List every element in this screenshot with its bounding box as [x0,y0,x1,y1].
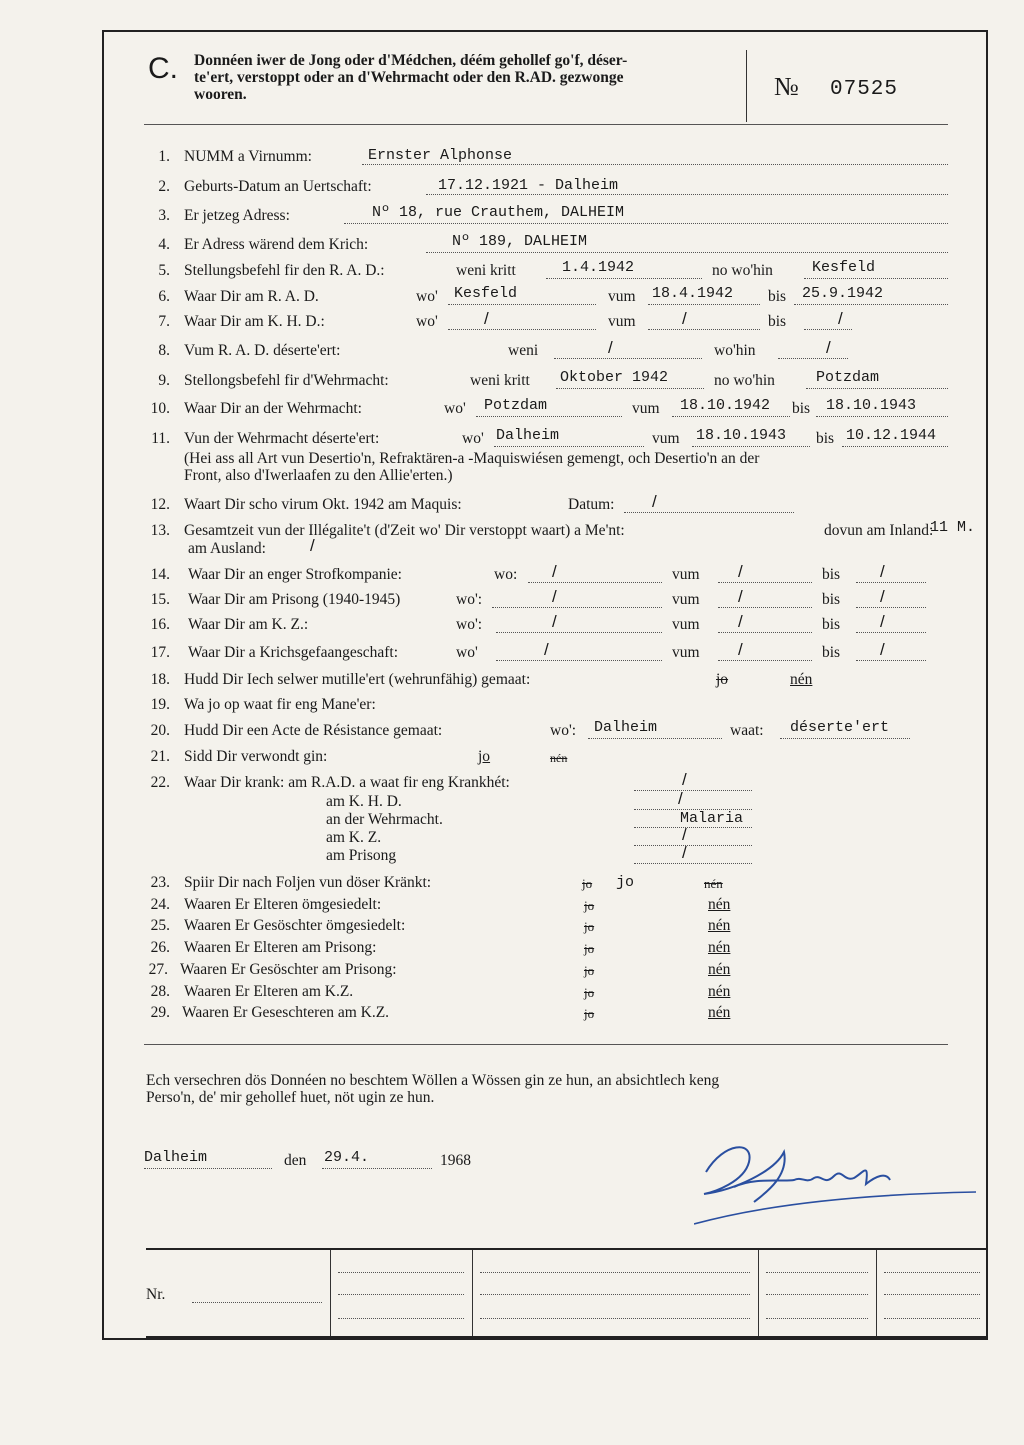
note-line: (Hei ass all Art vun Desertio'n, Refraktären-a -Maquiswiésen gemengt, och Desertio'n an der [184,450,760,467]
table-divider [472,1250,473,1336]
row-label: Waar Dir an enger Strofkompanie: [188,566,402,583]
header-title-line: Donnéen iwer de Jong oder d'Médchen, déém gehollef go'f, déser- [194,52,628,69]
row-label: no wo'hin [714,372,775,389]
sick-khd[interactable]: / [678,789,683,808]
rad-order-date[interactable]: 1.4.1942 [562,259,635,276]
nr-field[interactable] [192,1302,322,1303]
row-label: vum [672,566,700,583]
row-label: bis [822,644,841,661]
row-label: Vun der Wehrmacht déserte'ert: [184,430,380,447]
row-number: 27. [148,961,168,978]
row-label: am Ausland: [188,540,266,557]
fill-line [718,660,812,661]
row-label: Stellongsbefehl fir d'Wehrmacht: [184,372,389,389]
fill-line [492,607,662,608]
fill-line [778,358,848,359]
fill-line [634,845,752,846]
row-label: Waart Dir scho virum Okt. 1942 am Maquis: [184,496,462,513]
row-label: vum [672,616,700,633]
answer-jo[interactable]: jo [584,919,595,934]
row-label: Er jetzeg Adress: [184,207,290,224]
row-label: weni kritt [456,262,516,279]
fill-line [528,582,662,583]
maquis-date[interactable]: / [652,492,657,511]
row-number: 14. [150,566,170,583]
row-number: 2. [158,178,170,195]
fill-line [496,632,662,633]
row-11-note [184,450,954,484]
row-number: 1. [158,148,170,165]
row-number: 7. [158,313,170,330]
fill-line [554,358,702,359]
fill-line [634,827,752,828]
fill-line [672,416,790,417]
war-address-value[interactable]: Nº 189, DALHEIM [452,233,588,250]
prison-place[interactable]: / [552,587,557,606]
signing-year: 1968 [440,1152,471,1169]
row-label: an der Wehrmacht. [326,811,443,828]
row-label: wo'hin [714,342,756,359]
signing-date[interactable]: 29.4. [324,1149,370,1166]
row-label: wo' [456,644,478,661]
header-title [194,52,734,103]
row-label: Waar Dir am K. H. D.: [184,313,325,330]
fill-line [546,278,702,279]
number-sign: № [774,72,799,101]
fill-line [588,738,722,739]
row-number: 3. [158,207,170,224]
row-label: am K. Z. [326,829,382,846]
table-field[interactable] [766,1272,868,1273]
row-number: 23. [150,874,170,891]
fill-line [322,1168,432,1169]
row-number: 13. [150,522,170,539]
fill-line [856,582,926,583]
table-field[interactable] [766,1318,868,1319]
row-label: vum [608,313,636,330]
row-label: bis [822,591,841,608]
row-number: 6. [158,288,170,305]
fill-line [494,446,644,447]
row-label: am K. H. D. [326,793,402,810]
fill-line [448,329,596,330]
row-label: wo': [456,591,483,608]
row-number: 20. [150,722,170,739]
declaration [146,1072,946,1106]
row-number: 22. [150,774,170,791]
row-number: 11. [151,430,170,447]
fill-line [718,607,812,608]
fill-line [634,790,752,791]
table-divider [758,1250,759,1336]
row-label: wo' [444,400,466,417]
answer-nen[interactable]: nén [790,671,813,688]
strof-to[interactable]: / [880,562,885,581]
table-field[interactable] [884,1272,980,1273]
section-letter: C. [148,52,178,85]
fill-line [448,304,596,305]
row-label: am Prisong [326,847,397,864]
table-field[interactable] [884,1294,980,1295]
row-number: 15. [150,591,170,608]
answer-jo[interactable]: jo [616,874,635,891]
wehrmacht-to[interactable]: 18.10.1943 [826,397,917,414]
answer-nen[interactable]: nén [708,939,731,956]
row-number: 4. [158,236,170,253]
row-number: 10. [150,400,170,417]
fill-line [144,1168,272,1169]
answer-nen[interactable]: nén [708,1004,731,1021]
row-label: weni [508,342,539,359]
fill-line [648,304,760,305]
row-label: Er Adress wärend dem Krich: [184,236,369,253]
row-label: wo': [550,722,577,739]
form-header [104,32,986,122]
fill-line [856,632,926,633]
fill-line [556,388,704,389]
form-number: 07525 [830,78,899,101]
row-number: 26. [150,939,170,956]
resistance-place[interactable]: Dalheim [594,719,658,736]
row-label: Waaren Er Elteren am Prisong: [184,939,377,956]
table-field[interactable] [480,1318,750,1319]
rad-place[interactable]: Kesfeld [454,285,518,302]
answer-jo-struck: jo [582,876,593,891]
pow-from[interactable]: / [738,640,743,659]
header-title-line: wooren. [194,86,247,103]
table-field[interactable] [884,1318,980,1319]
fill-line [648,329,760,330]
row-label: Stellungsbefehl fir den R. A. D.: [184,262,385,279]
row-label: wo' [462,430,484,447]
sick-rad[interactable]: / [682,770,687,789]
fill-line [816,416,948,417]
table-field[interactable] [338,1272,464,1273]
row-label: Waar Dir am R. A. D. [184,288,319,305]
table-field[interactable] [338,1294,464,1295]
header-title-line: te'ert, verstoppt oder an d'Wehrmacht oder den R.AD. gezwonge [194,69,624,86]
row-label: Waar Dir am Prisong (1940-1945) [188,591,401,608]
note-line: Front, also d'Iwerlaafen zu den Allie'erten.) [184,467,453,484]
rad-desert-when[interactable]: / [608,338,613,357]
row-label: bis [792,400,811,417]
row-label: Waar Dir am K. Z.: [188,616,309,633]
khd-place[interactable]: / [484,309,489,328]
header-divider [746,50,747,122]
answer-nen[interactable]: nén [708,896,731,913]
rad-order-place[interactable]: Kesfeld [812,259,876,276]
row-number: 12. [150,496,170,513]
pow-place[interactable]: / [544,640,549,659]
row-label: Sidd Dir verwondt gin: [184,748,328,765]
fill-line [344,223,948,224]
signing-place[interactable]: Dalheim [144,1149,208,1166]
fill-line [794,304,948,305]
wehrmacht-place[interactable]: Potzdam [484,397,548,414]
row-number: 19. [150,696,170,713]
row-label: wo' [416,313,438,330]
desert-to[interactable]: 10.12.1944 [846,427,937,444]
address-value[interactable]: Nº 18, rue Crauthem, DALHEIM [372,204,625,221]
header-rule [144,124,948,125]
fill-line [718,582,812,583]
sick-kz[interactable]: / [682,825,687,844]
table-field[interactable] [766,1294,868,1295]
fill-line [634,863,752,864]
row-number: 21. [150,748,170,765]
row-label: wo': [456,616,483,633]
answer-jo[interactable]: jo [584,963,595,978]
kz-to[interactable]: / [880,612,885,631]
row-number: 5. [158,262,170,279]
desert-from[interactable]: 18.10.1943 [696,427,787,444]
fill-line [804,278,948,279]
row-label: no wo'hin [712,262,773,279]
answer-nen[interactable]: nén [708,917,731,934]
table-divider [330,1250,331,1336]
fill-line [718,632,812,633]
row-number: 29. [150,1004,170,1021]
answer-jo[interactable]: jo [584,898,595,913]
abroad-months[interactable]: / [310,536,315,555]
table-top-rule [146,1248,986,1250]
row-label: Datum: [568,496,615,513]
declaration-line: Ech versechren dös Donnéen no beschtem Wöllen a Wössen gin ze hun, an absichtlech keng [146,1072,720,1089]
fill-line [426,194,948,195]
strof-from[interactable]: / [738,562,743,581]
row-number: 24. [150,896,170,913]
row-label: NUMM a Virnumm: [184,148,312,165]
signature [694,1132,984,1232]
form-page [102,30,988,1340]
strof-place[interactable]: / [552,562,557,581]
fill-line [806,388,948,389]
row-number: 16. [150,616,170,633]
fill-line [496,660,662,661]
fill-line [426,252,948,253]
row-label: wo: [494,566,518,583]
fill-line [692,446,810,447]
answer-nen[interactable]: nén [550,751,568,765]
row-number: 18. [150,671,170,688]
table-field[interactable] [480,1272,750,1273]
table-divider [876,1250,877,1336]
answer-jo[interactable]: jo [716,671,729,688]
name-value[interactable]: Ernster Alphonse [368,147,513,164]
rad-to[interactable]: 25.9.1942 [802,285,884,302]
desert-place[interactable]: Dalheim [496,427,560,444]
fill-line [476,416,622,417]
row-label: bis [768,288,787,305]
row-label: bis [768,313,787,330]
khd-from[interactable]: / [682,309,687,328]
row-label: Waaren Er Elteren ömgesiedelt: [184,896,382,913]
answer-jo[interactable]: jo [478,748,491,765]
answer-jo[interactable]: jo [584,1006,595,1021]
row-label: waat: [730,722,764,739]
rad-from[interactable]: 18.4.1942 [652,285,734,302]
nr-label: Nr. [146,1286,166,1303]
sick-wehrmacht[interactable]: Malaria [680,810,744,827]
row-label: Waaren Er Gesöschter am Prisong: [180,961,397,978]
answer-nen[interactable]: nén [708,961,731,978]
wehrmacht-order-place[interactable]: Potzdam [816,369,880,386]
row-label: bis [822,566,841,583]
wehrmacht-order-date[interactable]: Oktober 1942 [560,369,669,386]
row-label: Hudd Dir een Acte de Résistance gemaat: [184,722,443,739]
row-label: Vum R. A. D. déserte'ert: [184,342,341,359]
row-label: wo' [416,288,438,305]
pow-to[interactable]: / [880,640,885,659]
row-label: vum [652,430,680,447]
birth-value[interactable]: 17.12.1921 - Dalheim [438,177,619,194]
fill-line [856,607,926,608]
answer-nen[interactable]: nén [708,983,731,1000]
row-number: 28. [150,983,170,1000]
row-number: 8. [158,342,170,359]
rad-desert-where[interactable]: / [826,338,831,357]
row-label: Waaren Er Elteren am K.Z. [184,983,354,1000]
row-label: Waaren Er Geseschteren am K.Z. [182,1004,390,1021]
fill-line [842,446,948,447]
row-label: weni kritt [470,372,530,389]
declaration-rule [144,1044,948,1045]
row-label: Gesamtzeit vun der Illégalite't (d'Zeit wo' Dir verstoppt waart) a Me'nt: [184,522,625,539]
answer-nen[interactable]: nén [704,876,723,891]
row-label: vum [632,400,660,417]
fill-line [780,738,910,739]
row-label: Wa jo op waat fir eng Mane'er: [184,696,376,713]
fill-line [624,512,794,513]
row-label: Waar Dir an der Wehrmacht: [184,400,362,417]
answer-jo[interactable]: jo [584,985,595,1000]
row-label: bis [816,430,835,447]
row-label: Waaren Er Gesöschter ömgesiedelt: [184,917,406,934]
kz-place[interactable]: / [552,612,557,631]
table-field[interactable] [338,1318,464,1319]
prison-from[interactable]: / [738,587,743,606]
table-bottom-rule [146,1336,986,1338]
row-label: vum [672,591,700,608]
prison-to[interactable]: / [880,587,885,606]
declaration-line: Perso'n, de' mir gehollef huet, nöt ugin ze hun. [146,1089,435,1106]
den-label: den [284,1152,307,1169]
fill-line [362,164,948,165]
row-number: 17. [150,644,170,661]
office-table [146,1248,986,1338]
row-label: dovun am Inland: [824,522,934,539]
wehrmacht-from[interactable]: 18.10.1942 [680,397,771,414]
table-field[interactable] [480,1294,750,1295]
inland-months[interactable]: 11 M. [930,519,976,536]
row-label: Spiir Dir nach Foljen vun döser Kränkt: [184,874,432,891]
fill-line [804,329,852,330]
resistance-what[interactable]: déserte'ert [790,719,890,736]
row-number: 25. [150,917,170,934]
row-label: vum [608,288,636,305]
answer-jo[interactable]: jo [584,941,595,956]
row-label: vum [672,644,700,661]
row-label: Geburts-Datum an Uertschaft: [184,178,372,195]
khd-to[interactable]: / [838,309,843,328]
sick-prisong[interactable]: / [682,843,687,862]
row-label: Waar Dir a Krichsgefaangeschaft: [188,644,399,661]
kz-from[interactable]: / [738,612,743,631]
row-label: bis [822,616,841,633]
row-label: Hudd Dir Iech selwer mutille'ert (wehrunfähig) gemaat: [184,671,531,688]
row-label: Waar Dir krank: am R.A.D. a waat fir eng Krankhét: [184,774,510,791]
fill-line [856,660,926,661]
row-number: 9. [158,372,170,389]
